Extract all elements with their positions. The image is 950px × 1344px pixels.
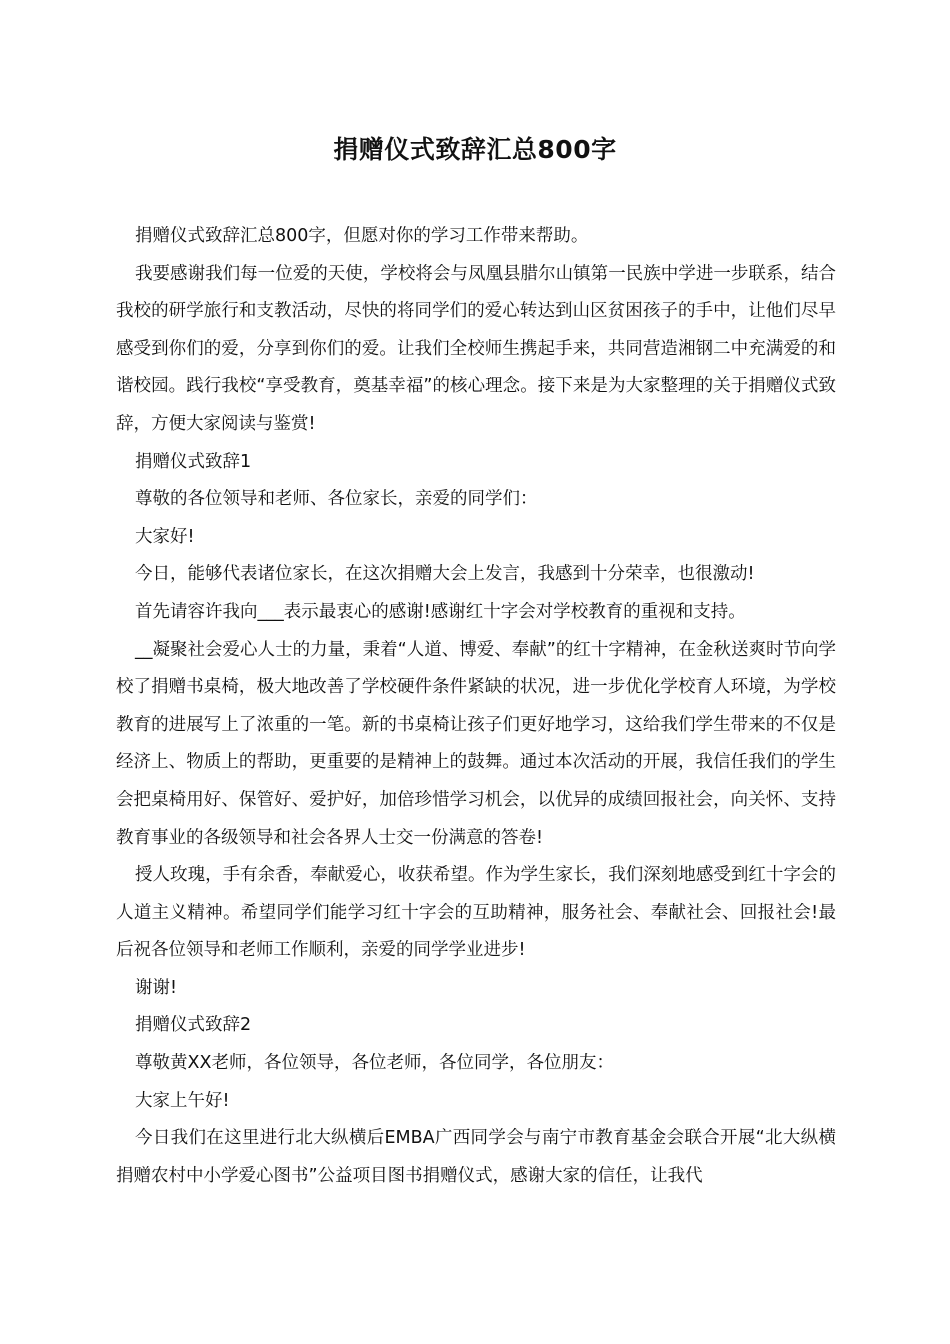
paragraph: 我要感谢我们每一位爱的天使，学校将会与凤凰县腊尔山镇第一民族中学进一步联系，结合我校的研学旅行和支教活动，尽快的将同学们的爱心转达到山区贫困孩子的手中，让他们尽早感受到你们的爱，分享到你们的爱。让我们全校师生携起手来，共同营造湘钢二中充满爱的和谐校园。践行我校“享受教育，奠基幸福”的核心理念。接下来是为大家整理的关于捐赠仪式致辞，方便大家阅读与鉴赏!	[116, 263, 836, 434]
section-heading: 捐赠仪式致辞1	[135, 451, 252, 472]
paragraph: __凝聚社会爱心人士的力量，秉着“人道、博爱、奉献”的红十字精神，在金秋送爽时节向学校了捐赠书桌椅，极大地改善了学校硬件条件紧缺的状况，进一步优化学校育人环境，为学校教育的进展写上了浓重的一笔。新的书桌椅让孩子们更好地学习，这给我们学生带来的不仅是经济上、物质上的帮助，更重要的是精神上的鼓舞。通过本次活动的开展，我信任我们的学生会把桌椅用好、保管好、爱护好，加倍珍惜学习机会，以优异的成绩回报社会，向关怀、支持教育事业的各级领导和社会各界人士交一份满意的答卷!	[116, 639, 836, 848]
paragraph: 授人玫瑰，手有余香，奉献爱心，收获希望。作为学生家长，我们深刻地感受到红十字会的人道主义精神。希望同学们能学习红十字会的互助精神，服务社会、奉献社会、回报社会!最后祝各位领导和老师工作顺利，亲爱的同学学业进步!	[116, 865, 836, 961]
paragraph: 捐赠仪式致辞汇总800字，但愿对你的学习工作带来帮助。	[135, 226, 589, 246]
paragraph: 今日我们在这里进行北大纵横后EMBA广西同学会与南宁市教育基金会联合开展“北大纵横捐赠农村中小学爱心图书”公益项目图书捐赠仪式，感谢大家的信任，让我代	[116, 1128, 836, 1186]
document-body	[116, 218, 836, 1195]
paragraph: 大家上午好!	[135, 1090, 230, 1111]
paragraph: 谢谢!	[135, 977, 178, 998]
document-title: 捐赠仪式致辞汇总800字	[333, 135, 617, 164]
paragraph: 首先请容许我向___表示最衷心的感谢!感谢红十字会对学校教育的重视和支持。	[135, 601, 746, 622]
paragraph: 尊敬黄XX老师，各位领导，各位老师，各位同学，各位朋友：	[135, 1053, 614, 1074]
paragraph: 今日，能够代表诸位家长，在这次捐赠大会上发言，我感到十分荣幸，也很激动!	[135, 564, 755, 585]
paragraph: 大家好!	[135, 526, 195, 547]
paragraph: 尊敬的各位领导和老师、各位家长，亲爱的同学们：	[135, 489, 538, 510]
section-heading: 捐赠仪式致辞2	[135, 1015, 252, 1036]
